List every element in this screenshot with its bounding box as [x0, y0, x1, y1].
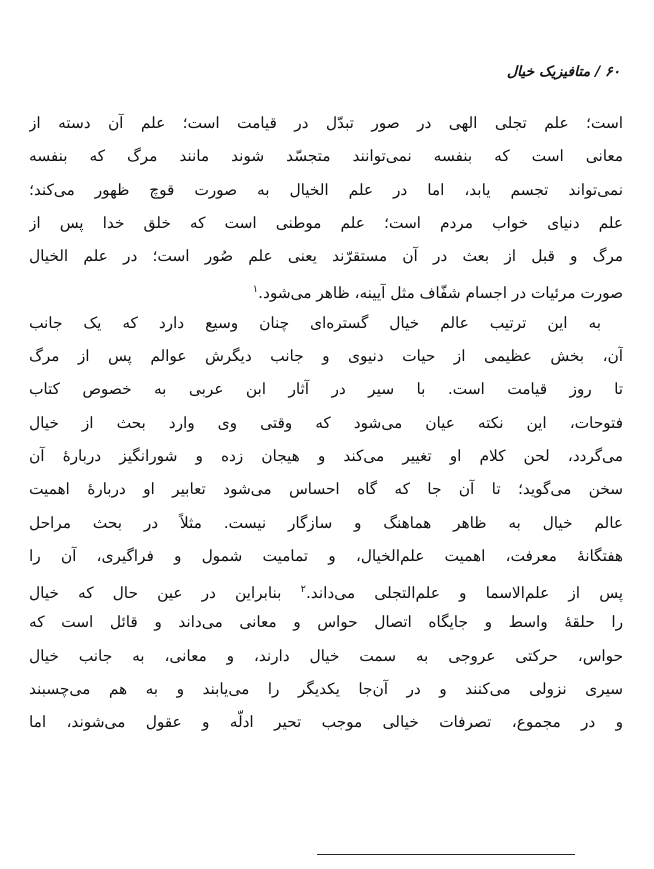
footnote-separator [317, 854, 575, 855]
text-line: می‌گردد، لحن کلام او تغییر می‌کند و هیجان زده و شورانگیز دربارهٔ آن [29, 446, 623, 465]
text-segment: صورت مرئیات در اجسام شفّاف مثل آیینه، ظاهر می‌شود. [258, 284, 623, 303]
text-segment: بنابراین در عین حال که خیال [29, 584, 282, 603]
running-header: ۶۰ / متافیزیک خیال [506, 64, 620, 80]
body-text [29, 107, 623, 740]
text-line: نمی‌تواند تجسم یابد، اما در علم الخیال به صورت قوچ ظهور می‌کند؛ [29, 180, 623, 199]
text-line: سخن می‌گوید؛ تا آن جا که گاه احساس می‌شود تعابیر او دربارهٔ اهمیت [29, 480, 623, 499]
text-line [29, 573, 623, 606]
text-line: هفتگانهٔ معرفت، اهمیت علم‌الخیال، و تمامیت شمول و فراگیری، آن را [29, 546, 623, 565]
text-line: علم دنیای خواب مردم است؛ علم موطنی است که خلق خدا پس از [29, 213, 623, 232]
text-line: معانی است که بنفسه نمی‌توانند متجسّد شوند مانند مرگ که بنفسه [29, 147, 623, 166]
text-line: و در مجموع، تصرفات خیالی موجب تحیر ادلّه و عقول می‌شوند، اما [29, 713, 623, 732]
text-line: عالم خیال به ظاهر هماهنگ و سازگار نیست. مثلاً در بحث مراحل [29, 513, 623, 532]
text-line: فتوحات، این نکته عیان می‌شود که وقتی وی وارد بحث از خیال [29, 413, 623, 432]
text-line: تا روز قیامت است. با سیر در آثار ابن عربی به خصوص کتاب [29, 380, 623, 399]
text-line [29, 273, 623, 306]
text-line: است؛ علم تجلی الهی در صور تبدّل در قیامت است؛ علم آن دسته از [29, 114, 623, 132]
text-segment: پس از علم‌الاسما و علم‌التجلی می‌داند. [305, 584, 623, 603]
footnote-marker: ۲ [300, 584, 306, 596]
text-line: را حلقهٔ واسط و جایگاه اتصال حواس و معانی می‌داند و قائل است که [29, 613, 623, 632]
text-line: حواس، حرکتی عروجی به سمت خیال دارند، و معانی، به جانب خیال [29, 646, 623, 665]
text-line: مرگ و قبل از بعث در آن مستقرّند یعنی علم صُور است؛ در علم الخیال [29, 247, 623, 266]
text-line: آن، بخش عظیمی از حیات دنیوی و جانب دیگرش عوالم پس از مرگ [29, 347, 623, 366]
text-line: سیری نزولی می‌کنند و در آن‌جا یکدیگر را می‌یابند و به هم می‌چسبند [29, 680, 623, 699]
text-line: به این ترتیب عالم خیال گستره‌ای چنان وسیع دارد که یک جانب [29, 313, 601, 332]
footnote-marker: ۱ [252, 284, 259, 296]
